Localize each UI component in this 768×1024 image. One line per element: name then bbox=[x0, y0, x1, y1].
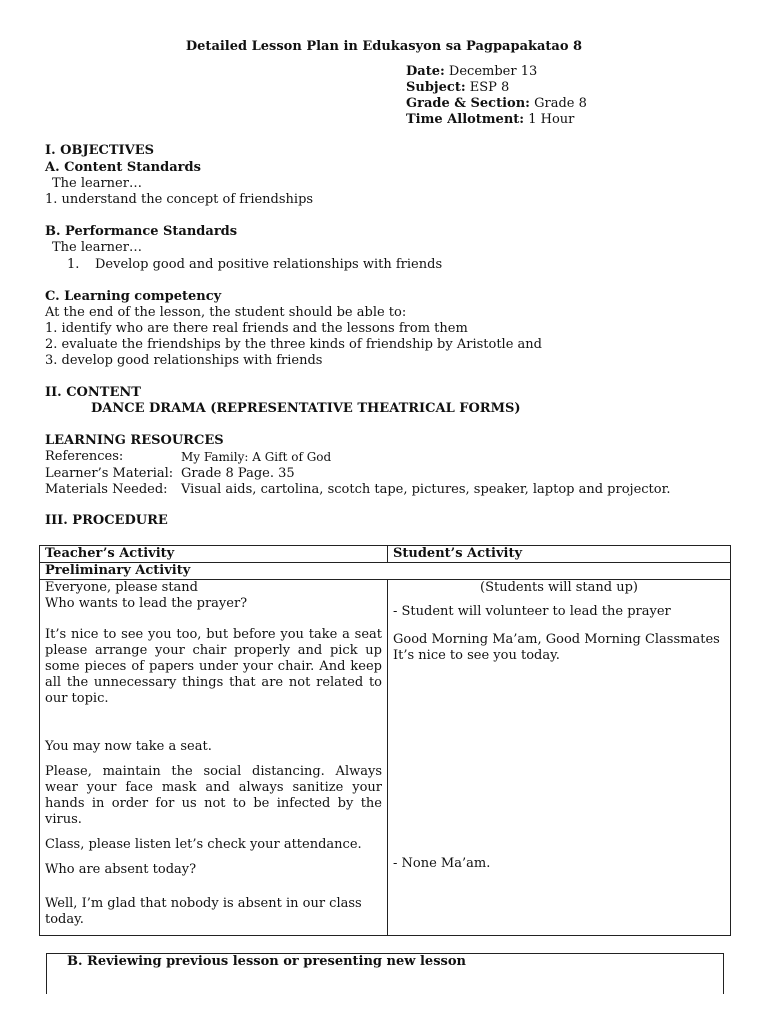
next-section-box bbox=[46, 953, 724, 994]
teacher-line: Well, I’m glad that nobody is absent in our class today. bbox=[45, 896, 362, 927]
competency-item: 2. evaluate the friendships by the three kinds of friendship by Aristotle and bbox=[45, 337, 542, 352]
content-standards-item: 1. understand the concept of friendships bbox=[45, 192, 314, 207]
student-column-header: Student’s Activity bbox=[388, 546, 731, 563]
competency-item: 3. develop good relationships with friends bbox=[45, 353, 323, 368]
meta-subject: Subject: ESP 8 bbox=[406, 80, 510, 95]
content-standards-heading: A. Content Standards bbox=[45, 160, 201, 175]
competency-intro: At the end of the lesson, the student should be able to: bbox=[45, 305, 407, 320]
teacher-line: Please, maintain the social distancing. Always wear your face mask and always sanitize your hands in order for us not to be infected by the virus. bbox=[45, 764, 382, 827]
procedure-heading: III. PROCEDURE bbox=[45, 513, 168, 528]
table-header-row bbox=[40, 546, 731, 563]
teacher-line: Who are absent today? bbox=[45, 862, 197, 877]
student-activity-cell bbox=[388, 580, 731, 936]
table-row bbox=[40, 580, 731, 936]
student-line: - None Ma’am. bbox=[393, 856, 491, 871]
content-topic: DANCE DRAMA (REPRESENTATIVE THEATRICAL FORMS) bbox=[91, 401, 521, 416]
lesson-meta bbox=[406, 64, 587, 128]
document-title: Detailed Lesson Plan in Edukasyon sa Pagpapakatao 8 bbox=[185, 39, 583, 54]
next-section-heading: B. Reviewing previous lesson or presenting new lesson bbox=[67, 954, 466, 969]
teacher-line: It’s nice to see you too, but before you take a seat please arrange your chair properly and pick up some pieces of papers under your chair. And keep all the unnecessary things that are not related to our topic. bbox=[45, 627, 382, 706]
content-standards-intro: The learner… bbox=[52, 176, 142, 191]
teacher-column-header: Teacher’s Activity bbox=[40, 546, 388, 563]
procedure-table bbox=[39, 545, 731, 936]
performance-item: Develop good and positive relationships with friends bbox=[95, 257, 443, 272]
teacher-line: Class, please listen let’s check your attendance. bbox=[45, 837, 362, 852]
objectives-heading: I. OBJECTIVES bbox=[45, 143, 154, 158]
preliminary-activity-label: Preliminary Activity bbox=[40, 563, 731, 580]
student-line: Good Morning Ma’am, Good Morning Classmates It’s nice to see you today. bbox=[393, 632, 720, 663]
resources-heading: LEARNING RESOURCES bbox=[45, 433, 224, 448]
student-line: - Student will volunteer to lead the prayer bbox=[393, 604, 671, 619]
learners-material-label: Learner’s Material: bbox=[45, 466, 174, 481]
references-label: References: bbox=[45, 449, 124, 464]
teacher-line: Everyone, please stand bbox=[45, 580, 199, 595]
teacher-line: Who wants to lead the prayer? bbox=[45, 596, 248, 611]
content-heading: II. CONTENT bbox=[45, 385, 141, 400]
meta-date: Date: December 13 bbox=[406, 64, 538, 79]
meta-time: Time Allotment: 1 Hour bbox=[406, 112, 575, 127]
materials-value: Visual aids, cartolina, scotch tape, pictures, speaker, laptop and projector. bbox=[181, 482, 671, 497]
preliminary-row bbox=[40, 563, 731, 580]
learners-material-value: Grade 8 Page. 35 bbox=[181, 466, 295, 481]
performance-standards-heading: B. Performance Standards bbox=[45, 224, 238, 239]
meta-grade: Grade & Section: Grade 8 bbox=[406, 96, 587, 111]
competency-item: 1. identify who are there real friends and the lessons from them bbox=[45, 321, 468, 336]
teacher-line: You may now take a seat. bbox=[45, 739, 212, 754]
performance-item-number: 1. bbox=[67, 257, 80, 272]
competency-heading: C. Learning competency bbox=[45, 289, 222, 304]
student-line: (Students will stand up) bbox=[480, 580, 638, 595]
teacher-activity-cell bbox=[40, 580, 388, 936]
performance-standards-intro: The learner… bbox=[52, 240, 142, 255]
materials-label: Materials Needed: bbox=[45, 482, 168, 497]
references-value: My Family: A Gift of God bbox=[181, 450, 332, 464]
